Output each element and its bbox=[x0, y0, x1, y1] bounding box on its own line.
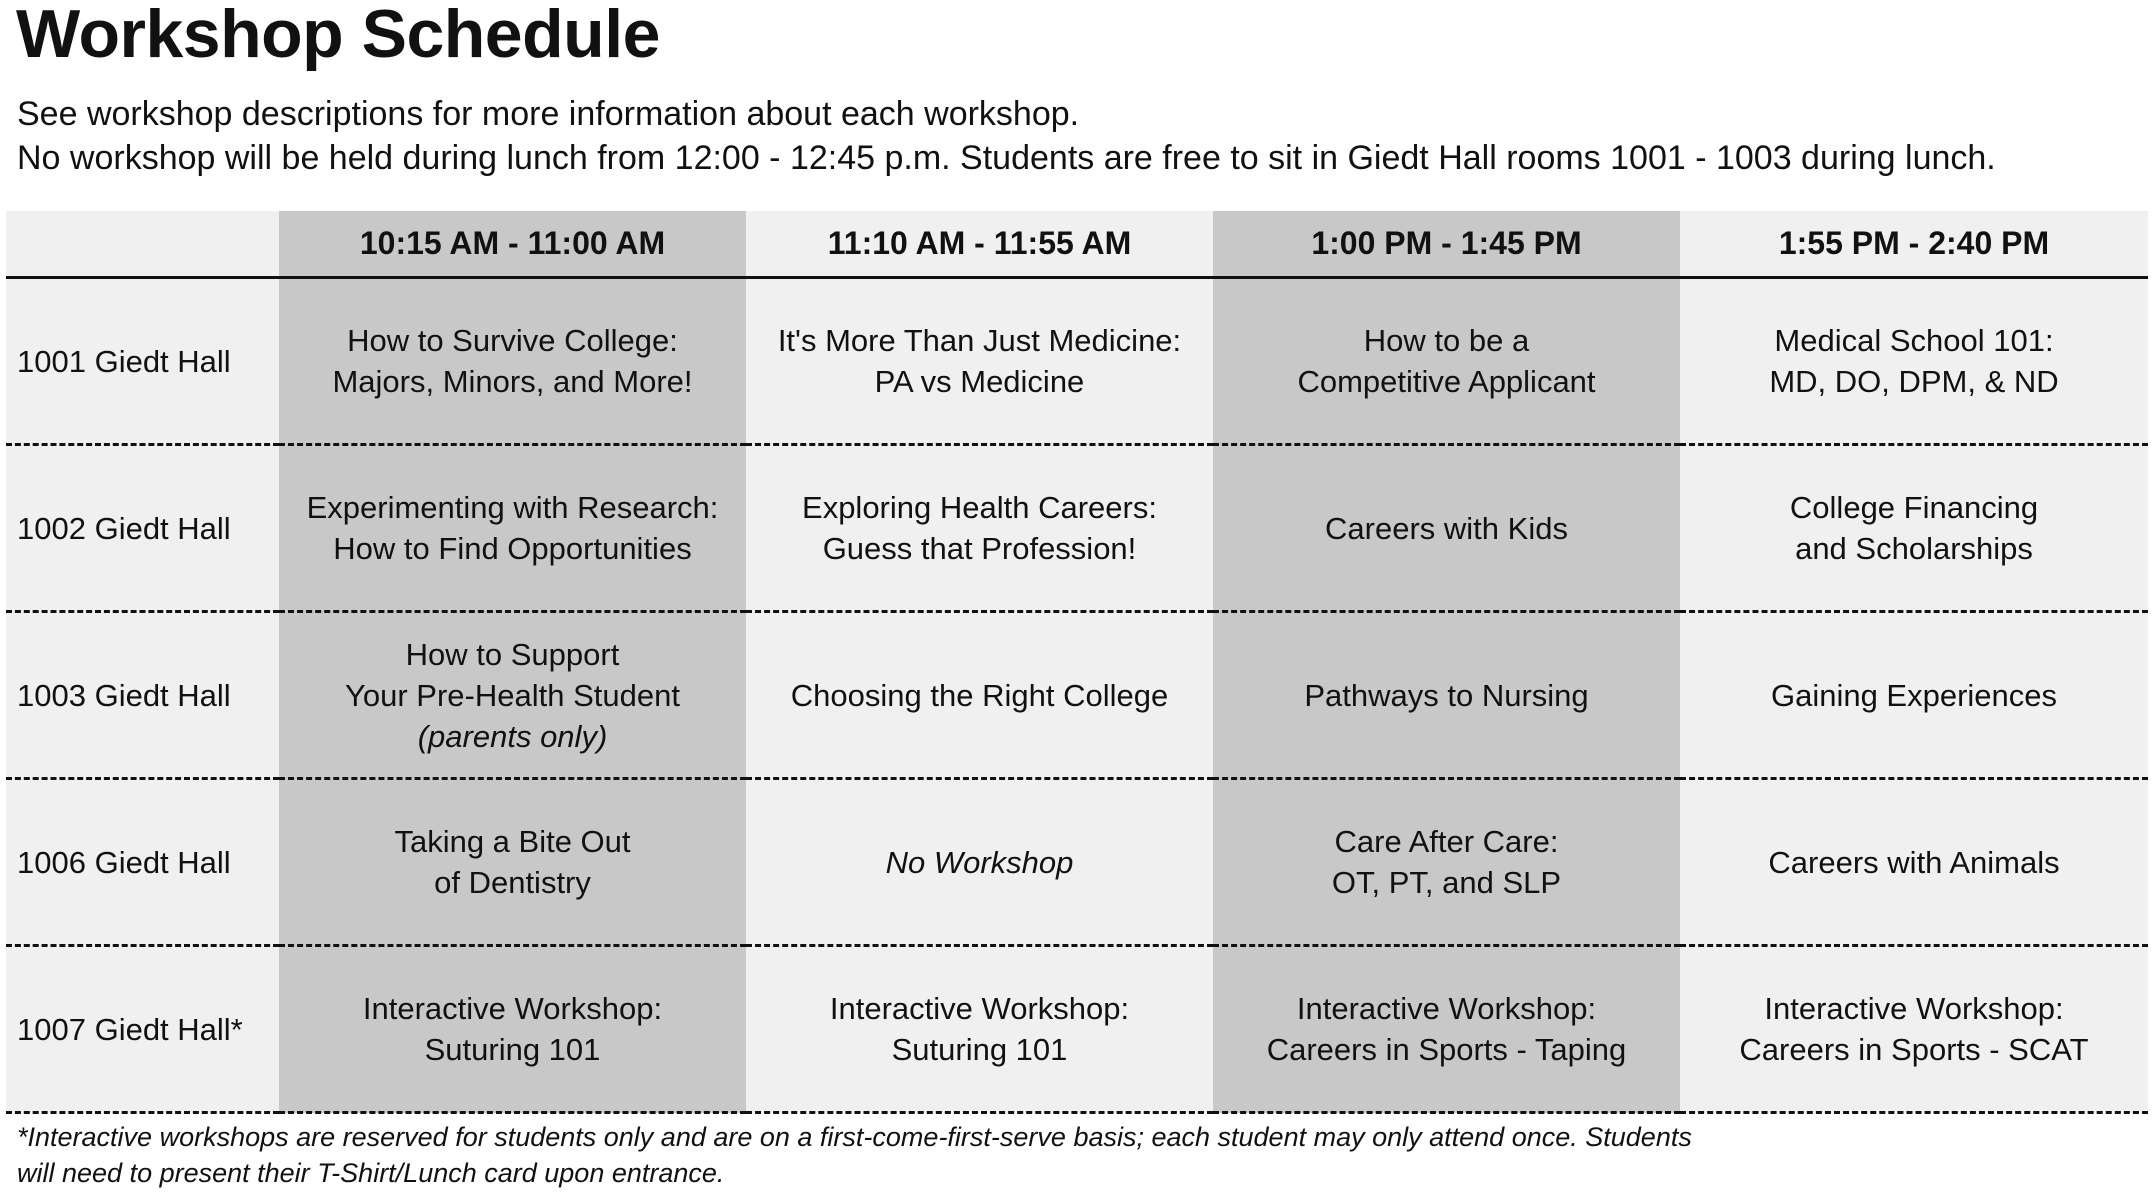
table-row bbox=[6, 612, 2148, 779]
session-title-line: Exploring Health Careers: bbox=[802, 490, 1157, 525]
session-cell bbox=[1680, 946, 2148, 1113]
time-slot-header: 10:15 AM - 11:00 AM bbox=[279, 211, 746, 278]
room-label: 1007 Giedt Hall* bbox=[6, 946, 279, 1113]
session-cell bbox=[279, 779, 746, 946]
session-title-line: Interactive Workshop: bbox=[1296, 991, 1597, 1026]
time-slot-header: 1:00 PM - 1:45 PM bbox=[1213, 211, 1680, 278]
session-title-line: Suturing 101 bbox=[891, 1032, 1068, 1067]
footnote: *Interactive workshops are reserved for students only and are on a first-come-first-serve basis; each student may only attend once. Students will need to present their T-Shirt/Lunch card upon entrance. bbox=[17, 1122, 1692, 1188]
session-cell bbox=[1680, 612, 2148, 779]
session-title-line: and Scholarships bbox=[1795, 531, 2033, 566]
session-cell bbox=[746, 445, 1213, 612]
session-title-line: PA vs Medicine bbox=[874, 364, 1085, 399]
table-row bbox=[6, 445, 2148, 612]
time-slot-header-row bbox=[6, 211, 2148, 278]
session-cell bbox=[279, 445, 746, 612]
session-title-line: Taking a Bite Out bbox=[394, 824, 631, 859]
room-label: 1001 Giedt Hall bbox=[6, 278, 279, 445]
session-title-line: Suturing 101 bbox=[424, 1032, 601, 1067]
session-cell bbox=[1213, 445, 1680, 612]
session-title-line: Competitive Applicant bbox=[1297, 364, 1596, 399]
session-title-line: Careers with Animals bbox=[1768, 844, 2060, 880]
intro-line-descriptions: See workshop descriptions for more information about each workshop. bbox=[17, 95, 1080, 133]
session-cell bbox=[1213, 278, 1680, 445]
session-title-line: MD, DO, DPM, & ND bbox=[1769, 364, 2059, 399]
session-title-line: How to be a bbox=[1363, 323, 1530, 358]
session-title-line: OT, PT, and SLP bbox=[1331, 865, 1562, 900]
session-title-line: Pathways to Nursing bbox=[1304, 677, 1589, 713]
table-row bbox=[6, 946, 2148, 1113]
session-title-line: Interactive Workshop: bbox=[1764, 991, 2064, 1026]
session-title-line: How to Find Opportunities bbox=[333, 531, 692, 566]
session-cell bbox=[1680, 779, 2148, 946]
session-title-line: Careers in Sports - Taping bbox=[1266, 1032, 1627, 1067]
room-label: 1002 Giedt Hall bbox=[6, 445, 279, 612]
session-cell bbox=[1213, 612, 1680, 779]
session-title-line: Careers with Kids bbox=[1325, 510, 1568, 546]
session-cell bbox=[746, 278, 1213, 445]
session-cell bbox=[1680, 278, 2148, 445]
session-note: (parents only) bbox=[417, 718, 608, 754]
session-cell bbox=[1213, 779, 1680, 946]
table-row bbox=[6, 779, 2148, 946]
session-title-line: of Dentistry bbox=[434, 865, 591, 900]
schedule-body bbox=[6, 278, 2148, 1113]
session-title-line: Medical School 101: bbox=[1774, 323, 2054, 358]
session-title-line: How to Support bbox=[405, 636, 620, 672]
session-title-line: It's More Than Just Medicine: bbox=[777, 323, 1182, 358]
session-title-line: Interactive Workshop: bbox=[362, 991, 663, 1026]
page-title: Workshop Schedule bbox=[16, 0, 660, 72]
session-cell bbox=[1213, 946, 1680, 1113]
intro-line-lunch: No workshop will be held during lunch from 12:00 - 12:45 p.m. Students are free to sit in Giedt Hall rooms 1001 - 1003 during lunch. bbox=[17, 139, 1996, 177]
corner-header-cell bbox=[6, 211, 279, 278]
room-label: 1006 Giedt Hall bbox=[6, 779, 279, 946]
session-cell bbox=[279, 946, 746, 1113]
session-title-line: Guess that Profession! bbox=[822, 531, 1137, 566]
session-cell bbox=[746, 779, 1213, 946]
session-title-line: Experimenting with Research: bbox=[306, 490, 719, 525]
session-title-line: Majors, Minors, and More! bbox=[332, 364, 693, 399]
session-cell bbox=[1680, 445, 2148, 612]
time-slot-header: 11:10 AM - 11:55 AM bbox=[746, 211, 1213, 278]
session-cell bbox=[279, 278, 746, 445]
session-cell bbox=[279, 612, 746, 779]
schedule-table bbox=[6, 211, 2148, 1114]
session-title-line: College Financing bbox=[1789, 490, 2039, 525]
table-row bbox=[6, 278, 2148, 445]
time-slot-header: 1:55 PM - 2:40 PM bbox=[1680, 211, 2148, 278]
session-title-line: How to Survive College: bbox=[347, 323, 678, 358]
session-title-line: Your Pre-Health Student bbox=[345, 677, 680, 713]
intro-text bbox=[17, 92, 1996, 180]
session-title-line: Choosing the Right College bbox=[790, 677, 1169, 713]
session-title-line: Interactive Workshop: bbox=[829, 991, 1130, 1026]
session-title-line: Careers in Sports - SCAT bbox=[1739, 1032, 2089, 1067]
session-title-line: Gaining Experiences bbox=[1770, 677, 2058, 713]
session-cell bbox=[746, 946, 1213, 1113]
session-note: No Workshop bbox=[885, 844, 1074, 880]
session-title-line: Care After Care: bbox=[1334, 824, 1559, 859]
room-label: 1003 Giedt Hall bbox=[6, 612, 279, 779]
session-cell bbox=[746, 612, 1213, 779]
